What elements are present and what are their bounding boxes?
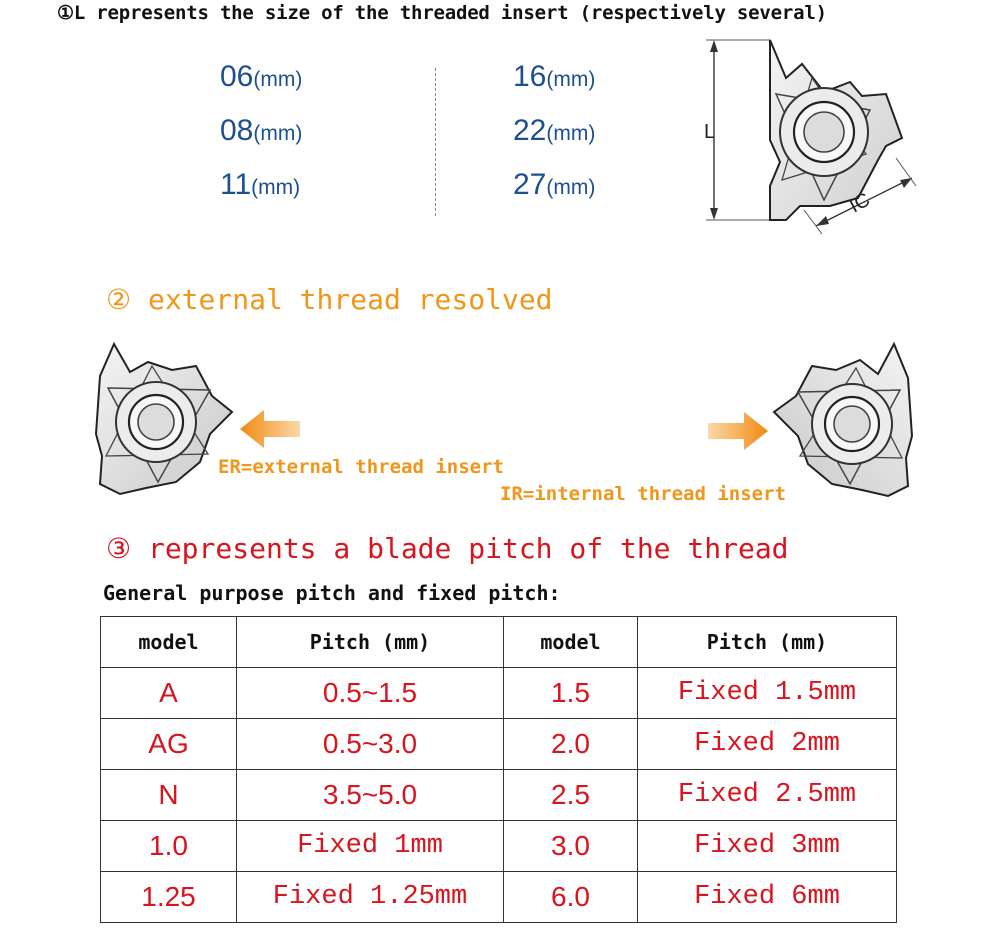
table-row: [101, 719, 897, 770]
table-header-row: [101, 617, 897, 668]
header-model: model: [504, 617, 638, 668]
model-cell: 2.5: [504, 770, 638, 821]
header-pitch: Pitch (mm): [237, 617, 504, 668]
insert-dimension-diagram: [690, 30, 930, 240]
table-row: [101, 821, 897, 872]
size-unit: (mm): [251, 176, 301, 199]
pitch-cell: 3.5~5.0: [237, 770, 504, 821]
arrow-left-icon: [240, 406, 302, 452]
column-divider: [435, 68, 436, 216]
size-value: 11: [220, 168, 252, 201]
section2-title: ② external thread resolved: [106, 283, 553, 316]
er-label: ER=external thread insert: [218, 456, 504, 478]
ir-label: IR=internal thread insert: [500, 483, 786, 505]
pitch-cell: Fixed 3mm: [638, 821, 897, 872]
size-unit: (mm): [546, 68, 596, 91]
size-value: 06: [220, 60, 254, 93]
pitch-cell: 0.5~3.0: [237, 719, 504, 770]
size-value: 08: [220, 114, 254, 147]
length-label: L: [704, 121, 716, 143]
model-cell: 1.25: [101, 872, 237, 923]
table-row: [101, 872, 897, 923]
model-cell: N: [101, 770, 237, 821]
section1-title: ①L represents the size of the threaded insert (respectively several): [57, 2, 827, 24]
size-06: [220, 60, 302, 94]
internal-insert-icon: [766, 338, 916, 498]
table-caption: General purpose pitch and fixed pitch:: [103, 581, 561, 605]
model-cell: AG: [101, 719, 237, 770]
size-16: [513, 60, 595, 94]
table-row: [101, 668, 897, 719]
ic-label: IC: [845, 188, 874, 218]
pitch-cell: 0.5~1.5: [237, 668, 504, 719]
model-cell: 3.0: [504, 821, 638, 872]
pitch-cell: Fixed 1mm: [237, 821, 504, 872]
size-unit: (mm): [546, 176, 596, 199]
pitch-cell: Fixed 1.25mm: [237, 872, 504, 923]
model-cell: 1.5: [504, 668, 638, 719]
size-value: 27: [513, 168, 547, 201]
model-cell: A: [101, 668, 237, 719]
size-22: [513, 114, 595, 148]
size-unit: (mm): [253, 68, 303, 91]
pitch-cell: Fixed 2mm: [638, 719, 897, 770]
pitch-cell: Fixed 6mm: [638, 872, 897, 923]
pitch-cell: Fixed 2.5mm: [638, 770, 897, 821]
arrow-right-icon: [706, 408, 770, 454]
table-row: [101, 770, 897, 821]
pitch-cell: Fixed 1.5mm: [638, 668, 897, 719]
header-pitch: Pitch (mm): [638, 617, 897, 668]
size-unit: (mm): [253, 122, 303, 145]
size-08: [220, 114, 302, 148]
size-11: [220, 168, 300, 202]
size-value: 22: [513, 114, 547, 147]
size-unit: (mm): [546, 122, 596, 145]
size-27: [513, 168, 595, 202]
model-cell: 1.0: [101, 821, 237, 872]
pitch-table: [100, 616, 897, 923]
size-value: 16: [513, 60, 547, 93]
model-cell: 2.0: [504, 719, 638, 770]
section3-title: ③ represents a blade pitch of the thread: [106, 532, 789, 565]
model-cell: 6.0: [504, 872, 638, 923]
header-model: model: [101, 617, 237, 668]
